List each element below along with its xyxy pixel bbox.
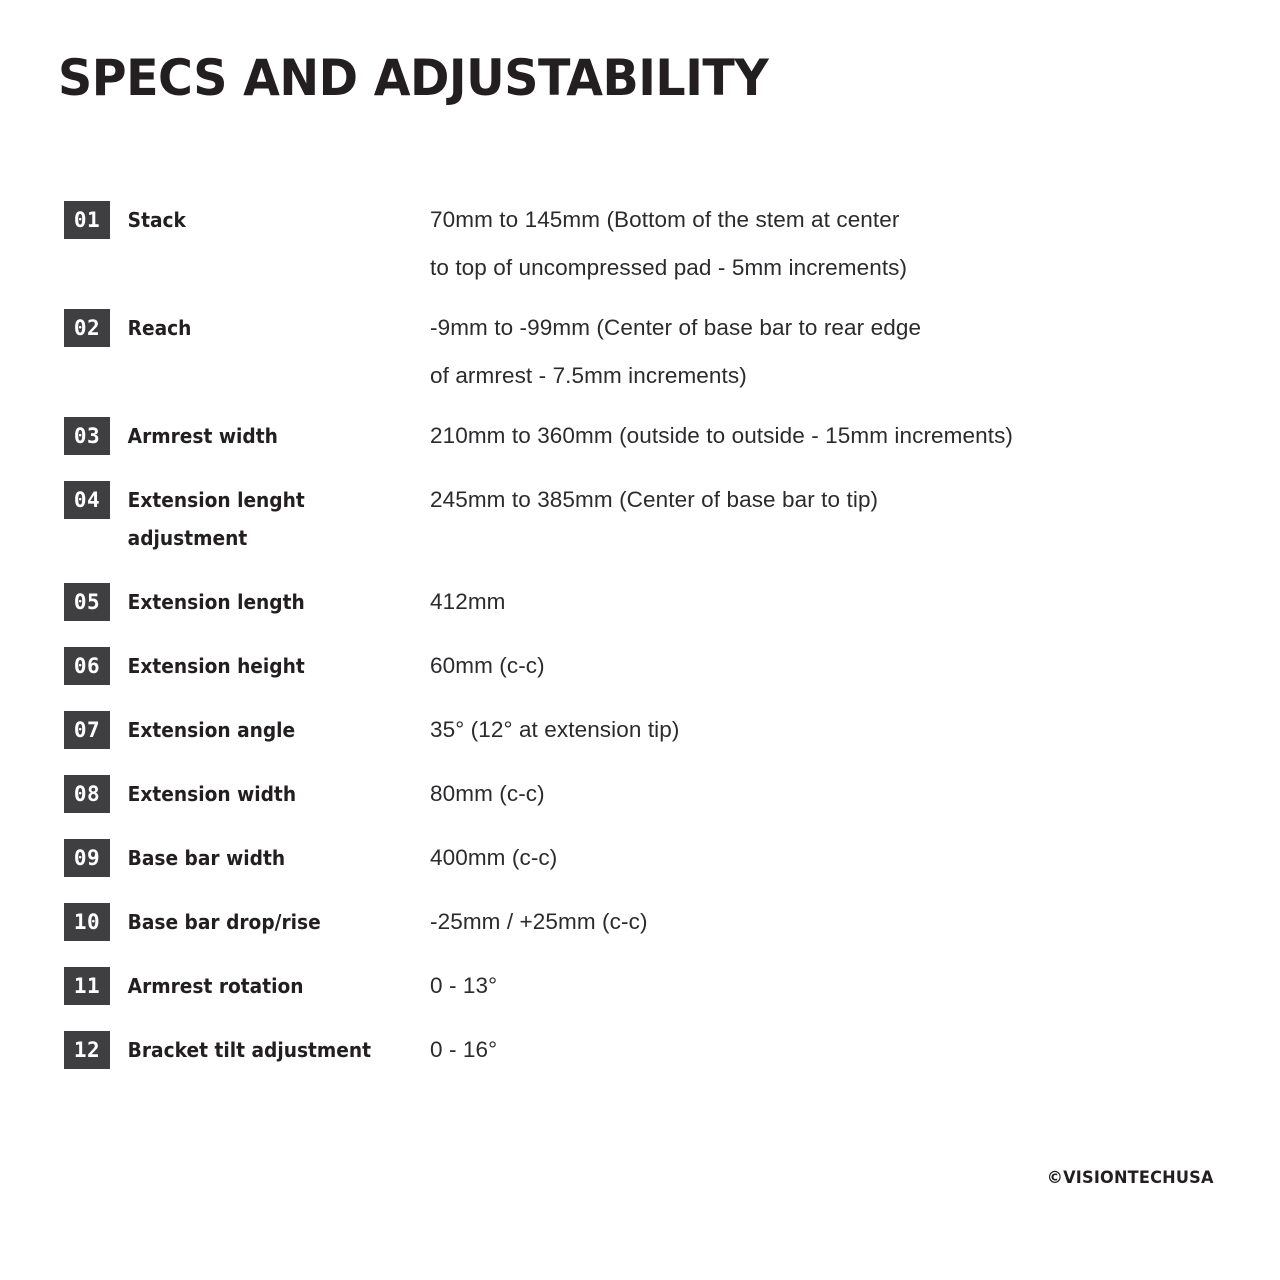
spec-label: Bracket tilt adjustment bbox=[127, 1037, 372, 1062]
spec-row bbox=[64, 417, 1224, 455]
spec-label: Armrest rotation bbox=[127, 973, 304, 998]
spec-number-badge: 07 bbox=[64, 711, 110, 749]
spec-label: Base bar width bbox=[127, 845, 286, 870]
spec-number-badge: 10 bbox=[64, 903, 110, 941]
spec-value: 245mm to 385mm (Center of base bar to tip) bbox=[430, 486, 879, 512]
spec-row bbox=[64, 967, 1224, 1005]
spec-value bbox=[430, 309, 1224, 395]
spec-value bbox=[430, 201, 1224, 287]
spec-value: -25mm / +25mm (c-c) bbox=[430, 908, 648, 934]
spec-number-badge: 04 bbox=[64, 481, 110, 519]
spec-number-badge: 08 bbox=[64, 775, 110, 813]
spec-value: 35° (12° at extension tip) bbox=[430, 716, 680, 742]
spec-row bbox=[64, 711, 1224, 749]
spec-label: Extension width bbox=[127, 781, 297, 806]
spec-number-badge: 06 bbox=[64, 647, 110, 685]
spec-number-badge: 11 bbox=[64, 967, 110, 1005]
spec-value: 60mm (c-c) bbox=[430, 652, 545, 678]
spec-row bbox=[64, 309, 1224, 395]
spec-label: Armrest width bbox=[127, 423, 278, 448]
spec-list bbox=[64, 201, 1224, 1069]
spec-label: Extension lenght adjustment bbox=[127, 487, 305, 550]
spec-value: 412mm bbox=[430, 588, 506, 614]
spec-value: 0 - 13° bbox=[430, 972, 498, 998]
spec-row bbox=[64, 647, 1224, 685]
spec-value: 80mm (c-c) bbox=[430, 780, 545, 806]
spec-row bbox=[64, 201, 1224, 287]
spec-row bbox=[64, 903, 1224, 941]
spec-value-line1: -9mm to -99mm (Center of base bar to rear edge bbox=[430, 314, 922, 340]
spec-row bbox=[64, 839, 1224, 877]
page-title: SPECS AND ADJUSTABILITY bbox=[58, 49, 769, 107]
spec-number-badge: 05 bbox=[64, 583, 110, 621]
spec-number-badge: 12 bbox=[64, 1031, 110, 1069]
spec-row bbox=[64, 1031, 1224, 1069]
spec-number-badge: 01 bbox=[64, 201, 110, 239]
spec-row bbox=[64, 481, 1224, 557]
spec-label: Reach bbox=[127, 315, 192, 340]
spec-label: Extension length bbox=[127, 589, 305, 614]
spec-label: Extension height bbox=[127, 653, 305, 678]
spec-row bbox=[64, 583, 1224, 621]
spec-number-badge: 09 bbox=[64, 839, 110, 877]
spec-label: Stack bbox=[127, 207, 186, 232]
spec-label: Base bar drop/rise bbox=[127, 909, 321, 934]
copyright-notice: ©VISIONTECHUSA bbox=[1047, 1168, 1214, 1188]
spec-value-line1: 70mm to 145mm (Bottom of the stem at center bbox=[430, 206, 900, 232]
spec-value: 210mm to 360mm (outside to outside - 15mm increments) bbox=[430, 422, 1014, 448]
spec-value: 400mm (c-c) bbox=[430, 844, 558, 870]
spec-value-line2: of armrest - 7.5mm increments) bbox=[430, 362, 747, 388]
spec-row bbox=[64, 775, 1224, 813]
spec-value-line2: to top of uncompressed pad - 5mm increments) bbox=[430, 254, 908, 280]
spec-value: 0 - 16° bbox=[430, 1036, 498, 1062]
spec-number-badge: 02 bbox=[64, 309, 110, 347]
spec-number-badge: 03 bbox=[64, 417, 110, 455]
spec-label: Extension angle bbox=[127, 717, 296, 742]
